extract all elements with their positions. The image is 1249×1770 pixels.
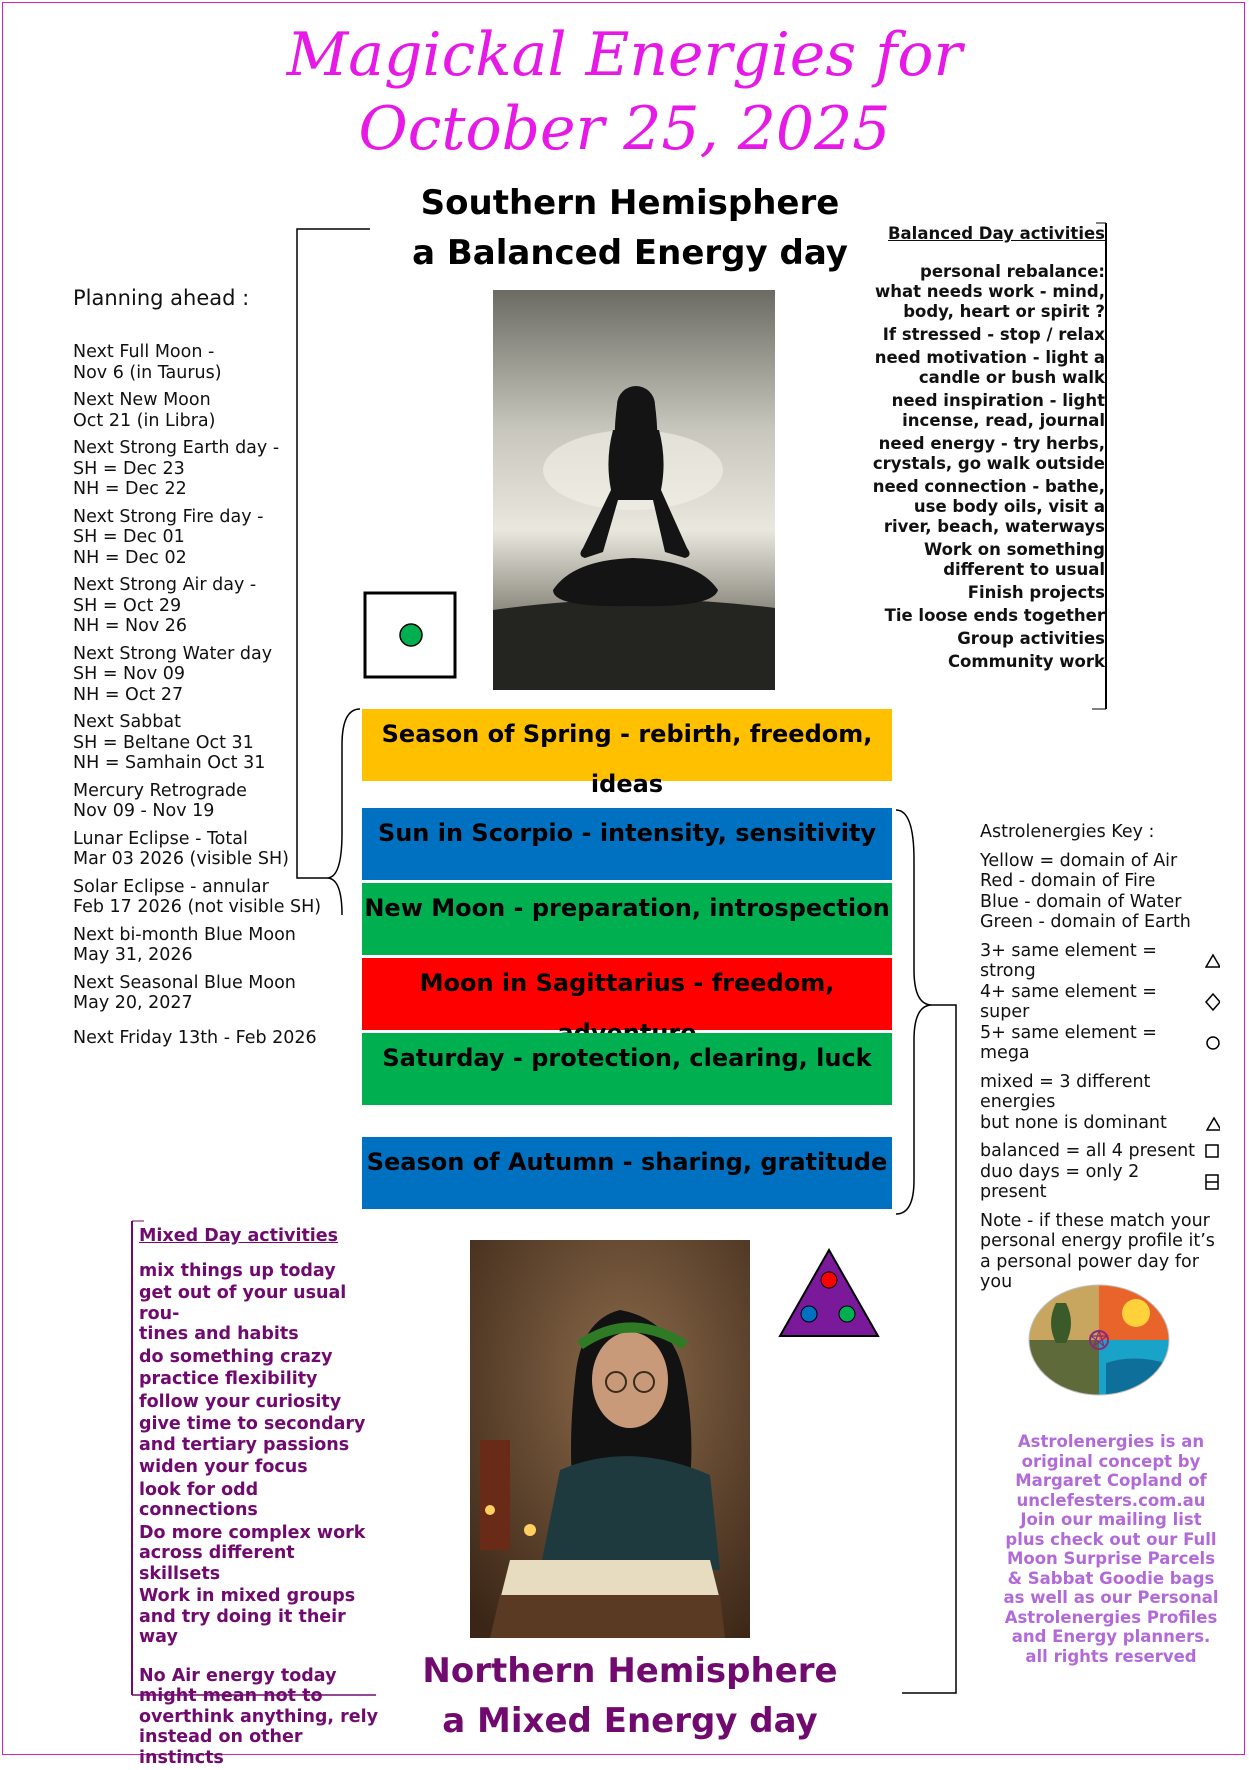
key-color-item: Blue - domain of Water (980, 891, 1182, 912)
southern-heading-line1: Southern Hemisphere (420, 183, 840, 223)
mixed-box-border (128, 1219, 378, 1699)
key-strong-row (980, 941, 1220, 982)
mixed-activity-item: get out of your usual rou- tines and habits (139, 1283, 347, 1344)
planning-item: Next Seasonal Blue Moon May 20, 2027 (73, 972, 296, 1013)
witch-photo (470, 1240, 750, 1638)
planning-item: Next Strong Fire day - SH = Dec 01 NH = Dec 02 (73, 506, 264, 568)
bar-season-spring-label: Season of Spring - rebirth, freedom, ideas (381, 720, 873, 798)
planning-item: Solar Eclipse - annular Feb 17 2026 (not visible SH) (73, 876, 322, 917)
triangle-icon (1205, 953, 1220, 969)
planning-item: Next bi-month Blue Moon May 31, 2026 (73, 924, 296, 965)
planning-item: Next Strong Air day - SH = Oct 29 NH = Nov 26 (73, 575, 257, 636)
balanced-activity-item: need motivation - light a candle or bush walk (874, 348, 1105, 387)
planning-item: Mercury Retrograde Nov 09 - Nov 19 (73, 780, 247, 821)
balanced-box-border (870, 221, 1110, 711)
page-title-line1: Magickal Energies for (286, 20, 963, 90)
diamond-icon (1205, 993, 1221, 1011)
balanced-activity-item: Community work (947, 652, 1105, 671)
split-square-icon (1204, 1173, 1220, 1191)
page-title-line2: October 25, 2025 (358, 94, 891, 164)
key-heading: Astrolenergies Key : (980, 822, 1155, 842)
bar-season-autumn (362, 1137, 892, 1209)
planning-item: Next Sabbat SH = Beltane Oct 31 NH = Samhain Oct 31 (73, 712, 266, 773)
key-mixed: mixed = 3 different energies but none is dominant (980, 1071, 1167, 1133)
balanced-activities-heading: Balanced Day activities (887, 224, 1105, 243)
astrolenergies-key (980, 822, 1220, 1293)
mixed-activities-heading: Mixed Day activities (139, 1226, 339, 1246)
balanced-activity-item: If stressed - stop / relax (882, 325, 1105, 344)
square-icon (1204, 1143, 1220, 1159)
key-color-item: Green - domain of Earth (980, 912, 1191, 932)
bar-moon-phase-label: New Moon - preparation, introspection (364, 894, 890, 922)
credit-text: Astrolenergies is an original concept by Margaret Copland of unclefesters.com.au Join our mailing list plus check out our Full Moon Surprise Parcels & Sabbat Goodie bags as well as our Personal Astrolenergies Profiles and Energy planners. all rights reserved (1003, 1432, 1219, 1666)
key-colors (980, 851, 1220, 933)
northern-heading-line2: a Mixed Energy day (442, 1701, 818, 1741)
planning-heading: Planning ahead : (73, 286, 250, 310)
mixed-activity-item: practice flexibility (139, 1369, 318, 1389)
mixed-activity-item: follow your curiosity (139, 1391, 342, 1412)
planning-item: Next Strong Earth day - SH = Dec 23 NH = Dec 22 (73, 438, 280, 499)
key-duo: duo days = only 2 present (980, 1161, 1140, 1202)
key-strong: 3+ same element = strong (980, 940, 1157, 981)
circle-icon (1205, 1035, 1220, 1051)
balanced-activity-item: need energy - try herbs, crystals, go walk outside (872, 434, 1105, 473)
mixed-activity-note: No Air energy today might mean not to overthink anything, rely instead on other instincts (139, 1665, 379, 1768)
balanced-activity-item: Group activities (957, 629, 1105, 648)
bar-season-spring (362, 709, 892, 798)
northern-heading-line1: Northern Hemisphere (422, 1651, 838, 1691)
balanced-activity-item: Tie loose ends together (884, 606, 1105, 625)
key-note: Note - if these match your personal energy profile it’s a personal power day for you (980, 1210, 1215, 1292)
right-bracket-lines (892, 800, 982, 1700)
meditation-photo (493, 290, 775, 690)
mixed-activity-item: mix things up today (139, 1260, 336, 1281)
bar-moon-phase (362, 883, 892, 955)
planning-item: Lunar Eclipse - Total Mar 03 2026 (visible SH) (73, 828, 289, 869)
balanced-activity-item: Work on something different to usual (923, 540, 1105, 579)
key-color-item: Red - domain of Fire (980, 871, 1156, 891)
mixed-symbol (776, 1247, 882, 1339)
astrolenergies-logo (1026, 1283, 1172, 1397)
key-mega-row (980, 1023, 1220, 1064)
key-mega: 5+ same element = mega (980, 1022, 1157, 1063)
bar-day (362, 1033, 892, 1105)
key-balanced: balanced = all 4 present (980, 1141, 1196, 1161)
key-super-row (980, 982, 1220, 1023)
bar-season-autumn-label: Season of Autumn - sharing, gratitude (366, 1148, 888, 1176)
key-super: 4+ same element = super (980, 981, 1157, 1022)
bar-sun-sign (362, 808, 892, 880)
planning-item: Next Strong Water day SH = Nov 09 NH = Oct 27 (73, 643, 273, 705)
mixed-activity-item: look for odd connections (139, 1479, 259, 1520)
triangle-icon (1206, 1115, 1220, 1133)
mixed-activity-item: Do more complex work across different skillsets (139, 1522, 366, 1584)
balanced-activity-item: Finish projects (967, 583, 1105, 602)
mixed-activity-item: do something crazy (139, 1346, 333, 1367)
mixed-activity-item: widen your focus (139, 1457, 308, 1477)
balanced-activity-item: need inspiration - light incense, read, journal (891, 391, 1105, 430)
mixed-activity-item: give time to secondary and tertiary passions (139, 1414, 366, 1455)
planning-item: Next Friday 13th - Feb 2026 (73, 1027, 317, 1048)
bar-moon-sign-label: Moon in Sagittarius - freedom, (419, 969, 835, 997)
bar-day-label: Saturday - protection, clearing, luck (382, 1044, 872, 1072)
balanced-activity-item: need connection - bathe, use body oils, visit a river, beach, waterways (872, 477, 1105, 536)
planning-item: Next New Moon Oct 21 (in Libra) (73, 390, 216, 431)
key-duo-row (980, 1162, 1220, 1203)
southern-heading-line2: a Balanced Energy day (412, 233, 848, 273)
balanced-activity-item: personal rebalance: what needs work - mind, body, heart or spirit ? (875, 262, 1105, 321)
balanced-symbol (363, 591, 459, 681)
bar-sun-sign-label: Sun in Scorpio - intensity, sensitivity (377, 819, 877, 847)
key-balanced-row (980, 1141, 1220, 1162)
key-mixed-row (980, 1072, 1220, 1134)
key-color-item: Yellow = domain of Air (980, 850, 1178, 871)
mixed-activity-item: Work in mixed groups and try doing it their way (139, 1586, 356, 1647)
bar-moon-sign (362, 958, 892, 1030)
planning-item: Next Full Moon - Nov 6 (in Taurus) (73, 342, 222, 383)
left-bracket-lines (290, 225, 370, 915)
